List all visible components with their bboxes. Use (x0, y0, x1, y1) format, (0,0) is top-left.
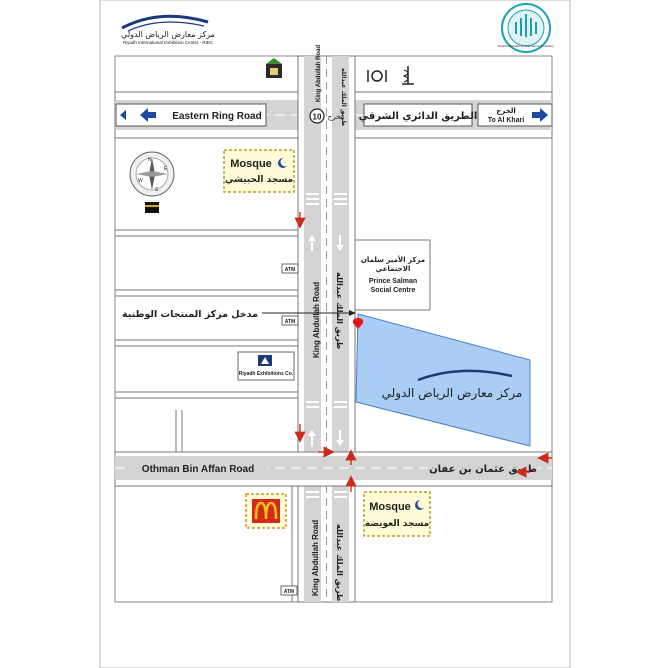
prince-salman-ar-2: الاجتماعي (375, 265, 411, 273)
king-abdullah-label-mid-ar: طريق الملك عبدالله (335, 272, 344, 350)
mcdonalds-icon[interactable] (246, 494, 286, 528)
compass-icon (130, 152, 174, 196)
chamber-logo-text: Riyadh Chamber of Commerce & Industry (498, 44, 554, 48)
atm-2-label: ATM (284, 319, 296, 325)
eastern-ring-ar: الطريق الدائري الشرقي (358, 111, 478, 122)
riec-venue-label: مركز معارض الرياض الدولي (381, 386, 523, 400)
kaaba-icon (145, 202, 159, 213)
entrance-label: مدخل مركز المنتجات الوطنية (122, 309, 258, 320)
riyadh-exhibitions-label: Riyadh Exhibitions Co. (238, 371, 294, 377)
riyadh-exhibitions-co[interactable] (238, 352, 294, 380)
eastern-ring-sign (116, 104, 266, 126)
othman-en: Othman Bin Affan Road (141, 464, 255, 475)
compass-e: E (164, 166, 168, 172)
compass-s: S (155, 187, 159, 193)
atm-1[interactable] (282, 264, 298, 273)
al-khari-sign (478, 104, 552, 126)
king-abdullah-label-mid-en: King Abdullah Road (312, 281, 321, 358)
eastern-ring-ar-sign (359, 104, 478, 126)
othman-ar: طريق عثمان بن عفان (429, 464, 537, 475)
king-abdullah-label-top-en: King Abdullah Road (316, 44, 322, 102)
king-abdullah-label-bottom-ar: طريق الملك عبدالله (335, 524, 344, 602)
prince-salman-en-2: Social Centre (370, 287, 416, 294)
king-abdullah-label-top-ar: طريق الملك عبدالله (340, 68, 347, 127)
compass-w: W (138, 178, 143, 184)
mosque-south[interactable] (364, 492, 430, 536)
to-al-khari-en: To Al Khari (487, 117, 525, 124)
mosque-south-name: مسجد العويضة (364, 519, 430, 529)
riec-logo-en: Riyadh International Exhibition Center - RIEC (122, 40, 214, 45)
atm-3-label: ATM (283, 589, 295, 595)
exit-number: 10 (312, 112, 322, 122)
riec-logo-ar: مركز معارض الرياض الدولي (121, 30, 215, 39)
mosque-north[interactable] (224, 150, 294, 192)
prince-salman-en-1: Prince Salman (368, 278, 418, 285)
mosque-south-label: Mosque (369, 501, 411, 513)
exit-label: مخرج (327, 113, 345, 121)
king-abdullah-label-bottom-en: King Abdullah Road (311, 519, 320, 596)
to-al-khari-ar: الخرج (496, 107, 516, 115)
mosque-north-name: مسجد الحبيشي (224, 175, 294, 185)
atm-3[interactable] (281, 586, 297, 595)
mosque-north-label: Mosque (230, 158, 272, 170)
prince-salman-ar-1: مركز الأمير سلمان (360, 256, 426, 264)
eastern-ring-en: Eastern Ring Road (172, 111, 262, 122)
atm-1-label: ATM (284, 267, 296, 273)
atm-2[interactable] (282, 316, 298, 325)
compass-n: N (148, 157, 152, 163)
prince-salman-centre[interactable] (358, 244, 428, 306)
